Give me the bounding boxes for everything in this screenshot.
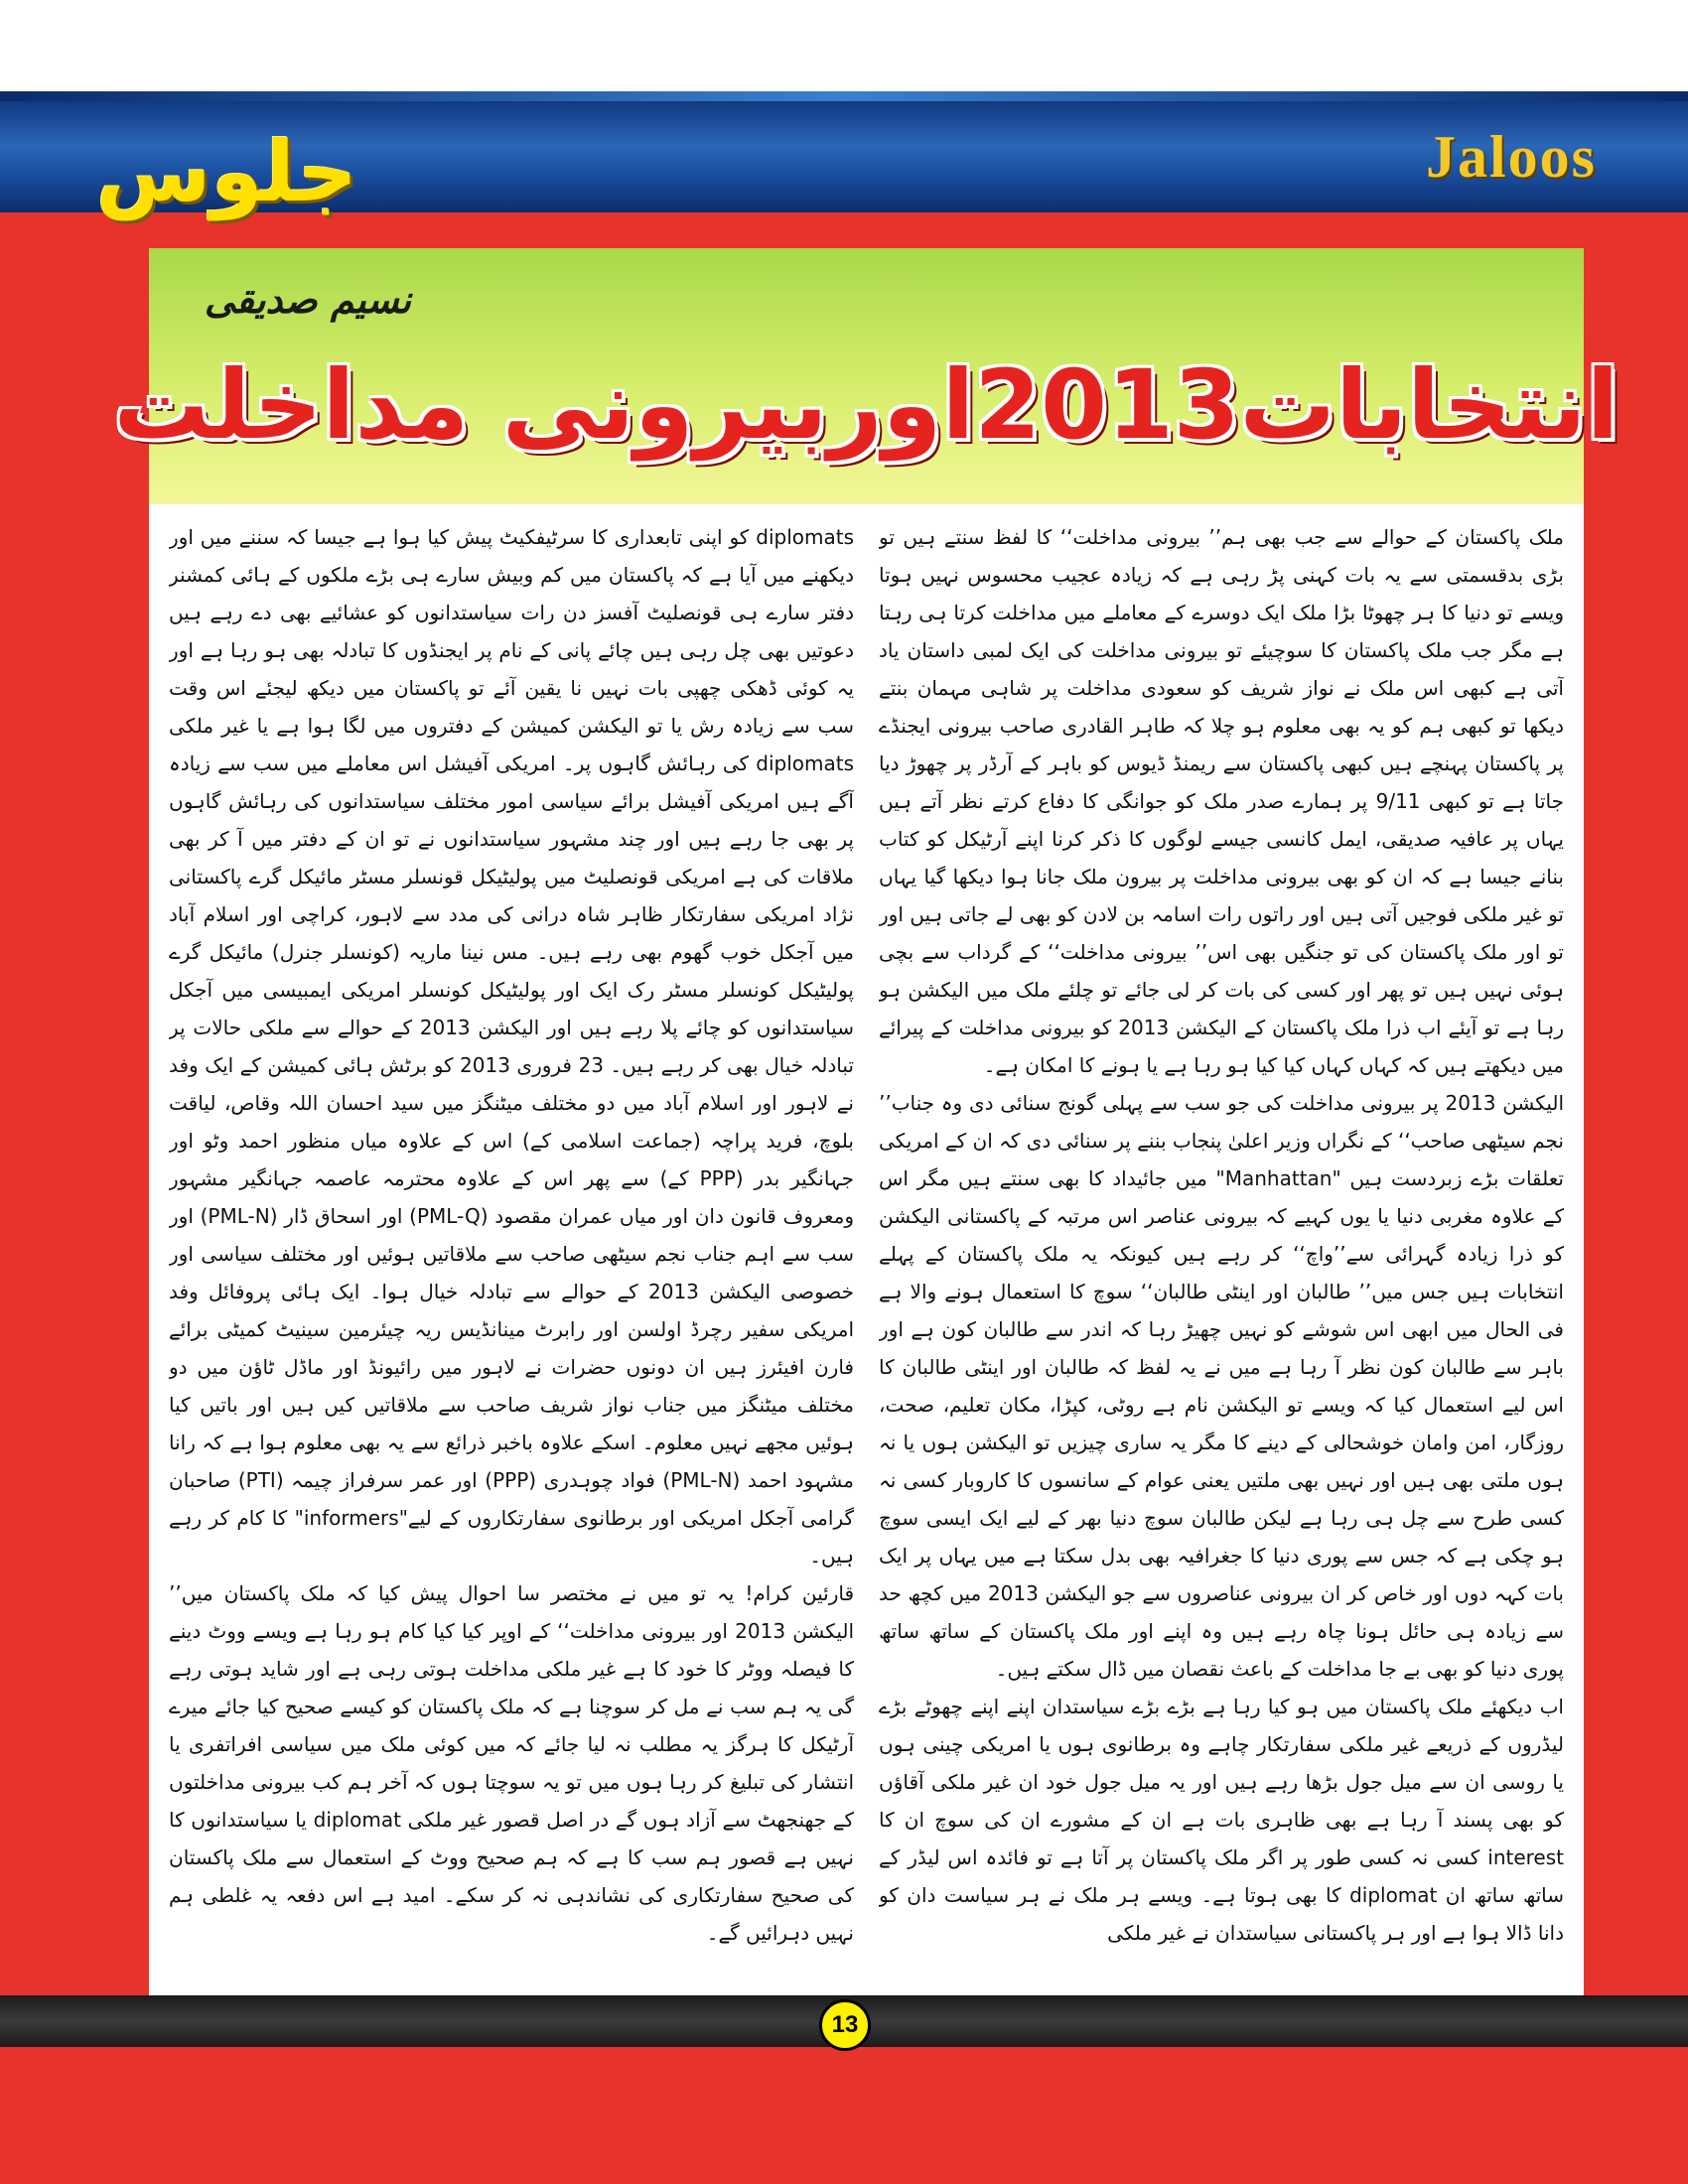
- author-name: نسیم صدیقی: [204, 278, 412, 322]
- paragraph: الیکشن 2013 پر بیرونی مداخلت کی جو سب سے پہلی گونج سنائی دی وہ جناب’’ نجم سیٹھی صاحب‘‘ کے نگراں وزیر اعلیٰ پنجاب بننے پر سنائی دی کہ ان کے امریکی تعلقات بڑے زبردست ہیں "Manhattan" میں جائیداد کا بھی سنتے ہیں مگر اس کے علاوہ مغربی دنیا یا یوں کہیے کہ بیرونی عناصر اس مرتبہ کے پاکستانی الیکشن کو ذرا زیادہ گہرائی سے’’واچ‘‘ کر رہے ہیں کیونکہ یہ ملک پاکستان کے پہلے انتخابات ہیں جس میں’’ طالبان اور اینٹی طالبان‘‘ سوچ کا استعمال ہونے والا ہے فی الحال میں ابھی اس شوشے کو نہیں چھیڑ رہا کہ اندر سے طالبان کون ہے اور باہر سے طالبان کون نظر آ رہا ہے میں نے یہ لفظ کہ طالبان اور اینٹی طالبان کا اس لیے استعمال کیا کہ ویسے تو الیکشن نام ہے روٹی، کپڑا، مکان تعلیم، صحت، روزگار، امن وامان خوشحالی کے دینے کا مگر یہ ساری چیزیں تو الیکشن ہوں یا نہ ہوں ملتی بھی ہیں اور نہیں بھی ملتیں یعنی عوام کے سانسوں کا کاروبار کسی نہ کسی طرح سے چل ہی رہا ہے لیکن طالبان سوچ دنیا بھر کے لیے ایک ایسی سوچ ہو چکی ہے کہ جس سے پوری دنیا کا جغرافیہ بھی بدل سکتا ہے میں یہاں پر ایک بات کہہ دوں اور خاص کر ان بیرونی عناصروں سے جو الیکشن 2013 میں کچھ حد سے زیادہ ہی حائل ہونا چاہ رہے ہیں وہ اپنے اور ملک پاکستان کے ساتھ ساتھ پوری دنیا کو بھی بے جا مداخلت کے باعث نقصان میں ڈال سکتے ہیں۔: [879, 1091, 1564, 1681]
- brand-logo-urdu: جلوس: [95, 123, 357, 220]
- paragraph: قارئین کرام! یہ تو میں نے مختصر سا احوال پیش کیا کہ ملک پاکستان میں’’ الیکشن 2013 اور بیرونی مداخلت‘‘ کے اوپر کیا کیا کام ہو رہا ہے ویسے ووٹ دینے کا فیصلہ ووٹر کا خود کا ہے غیر ملکی مداخلت ہوتی رہی ہے اور شاید ہوتی رہے گی یہ ہم سب نے مل کر سوچنا ہے کہ ملک پاکستان کو کیسے صحیح کیا جائے میرے آرٹیکل کا ہرگز یہ مطلب نہ لیا جائے کہ میں کوئی ملک میں سیاسی افراتفری یا انتشار کی تبلیغ کر رہا ہوں میں تو یہ سوچتا ہوں کہ آخر ہم کب بیرونی مداخلتوں کے جھنجھٹ سے آزاد ہوں گے در اصل قصور غیر ملکی diplomat یا سیاستدانوں کا نہیں ہے قصور ہم سب کا ہے کہ ہم صحیح ووٹ کے استعمال سے ملک پاکستان کی صحیح سفارتکاری کی نشاندہی نہ کر سکے۔ امید ہے اس دفعہ یہ غلطی ہم نہیں دہرائیں گے۔: [169, 1581, 854, 1945]
- page-number-badge: 13: [819, 1999, 871, 2051]
- article-column-right: [879, 518, 1564, 1985]
- title-banner: [113, 248, 1619, 504]
- article-column-left: [169, 518, 854, 1985]
- paragraph: ملک پاکستان کے حوالے سے جب بھی ہم’’ بیرونی مداخلت‘‘ کا لفظ سنتے ہیں تو بڑی بدقسمتی سے یہ بات کہنی پڑ رہی ہے کہ زیادہ عجیب محسوس نہیں ہوتا ویسے تو دنیا کا ہر چھوٹا بڑا ملک ایک دوسرے کے معاملے میں مداخلت کرتا ہی رہتا ہے مگر جب ملک پاکستان کا سوچیئے تو بیرونی مداخلت کی ایک لمبی داستان یاد آتی ہے کبھی اس ملک نے نواز شریف کو سعودی مداخلت پر شاہی مہمان بنتے دیکھا تو کبھی ہم کو یہ بھی معلوم ہو چلا کہ طاہر القادری صاحب بیرونی ایجنڈے پر پاکستان پہنچے ہیں کبھی پاکستان سے ریمنڈ ڈیوس کو باہر کے آرڈر پر چھوڑ دیا جاتا ہے تو کبھی 9/11 پر ہمارے صدر ملک کو جوانگی کا دفاع کرتے نظر آتے ہیں یہاں پر عافیہ صدیقی، ایمل کانسی جیسے لوگوں کا ذکر کرنا اپنے آرٹیکل کو کتاب بنانے جیسا ہے کہ ان کو بھی بیرونی مداخلت پر بیرون ملک جانا ہوا دیکھا گیا یہاں تو غیر ملکی فوجیں آتی ہیں اور راتوں رات اسامہ بن لادن کو بھی لے جاتی ہیں اور تو اور ملک پاکستان کی تو جنگیں بھی اس’’ بیرونی مداخلت‘‘ کے گرداب سے بچی ہوئی نہیں ہیں تو پھر اور کسی کی بات کر لی جائے تو چلئے ملک میں الیکشن ہو رہا ہے تو آیئے اب ذرا ملک پاکستان کے الیکشن 2013 کو بیرونی مداخلت کے پیرائے میں دیکھتے ہیں کہ کہاں کہاں کیا کیا ہو رہا ہے یا ہونے کا امکان ہے۔: [879, 525, 1564, 1077]
- top-white-strip: [0, 0, 1688, 91]
- article-page: [113, 248, 1619, 1995]
- paragraph: اب دیکھئے ملک پاکستان میں ہو کیا رہا ہے بڑے بڑے سیاستدان اپنے اپنے چھوٹے بڑے لیڈروں کے ذریعے غیر ملکی سفارتکار چاہے وہ برطانوی ہوں یا امریکی چینی ہوں یا روسی ان سے میل جول بڑھا رہے ہیں اور یہ میل جول خود ان غیر ملکی آقاؤں کو بھی پسند آ رہا ہے بھی ظاہری بات ہے ان کے مشورے ان کی سوچ ان کا interest کسی نہ کسی طور پر اگر ملک پاکستان پر آتا ہے تو فائدہ اس لیڈر کے ساتھ ساتھ ان diplomat کا بھی ہوتا ہے۔ ویسے ہر ملک نے ہر سیاست دان کو دانا ڈالا ہوا ہے اور ہر پاکستانی سیاستدان نے غیر ملکی: [879, 1695, 1564, 1945]
- brand-logo-latin: Jaloos: [1425, 124, 1597, 190]
- paragraph: diplomats کو اپنی تابعداری کا سرٹیفکیٹ پیش کیا ہوا ہے جیسا کہ سننے میں اور دیکھنے میں آیا ہے کہ پاکستان میں کم وبیش سارے ہی بڑے ملکوں کے ہائی کمشنر دفتر سارے ہی قونصلیٹ آفسز دن رات سیاستدانوں کو عشائیے بھی دے رہے ہیں دعوتیں بھی چل رہی ہیں چائے پانی کے نام پر ایجنڈوں کا تبادلہ بھی ہو رہا ہے اور یہ کوئی ڈھکی چھپی بات نہیں نا یقین آئے تو پاکستان میں دیکھ لیجئے اس وقت سب سے زیادہ رش یا تو الیکشن کمیشن کے دفتروں میں لگا ہوا ہے یا غیر ملکی diplomats کی رہائش گاہوں پر۔ امریکی آفیشل اس معاملے میں سب سے زیادہ آگے ہیں امریکی آفیشل برائے سیاسی امور مختلف سیاستدانوں کی رہائش گاہوں پر بھی جا رہے ہیں اور چند مشہور سیاستدانوں نے تو ان کے دفتر میں آ کر بھی ملاقات کی ہے امریکی قونصلیٹ میں پولیٹیکل قونسلر مسٹر مائیکل گرے پاکستانی نژاد امریکی سفارتکار ظاہر شاہ درانی کی مدد سے لاہور، کراچی اور اسلام آباد میں آجکل خوب گھوم بھی رہے ہیں۔ مس نینا ماریہ (کونسلر جنرل) مائیکل گرے پولیٹیکل کونسلر مسٹر رک ایک اور پولیٹیکل کونسلر امریکی ایمبیسی میں آجکل سیاستدانوں کو چائے پلا رہے ہیں اور الیکشن 2013 کے حوالے سے ملکی حالات پر تبادلہ خیال بھی کر رہے ہیں۔ 23 فروری 2013 کو برٹش ہائی کمیشن کے ایک وفد نے لاہور اور اسلام آباد میں دو مختلف میٹنگز میں سید احسان اللہ وقاص، لیاقت بلوچ، فرید پراچہ (جماعت اسلامی کے) اس کے علاوہ میاں منظور احمد وٹو اور جہانگیر بدر (PPP کے) سے پھر اس کے علاوہ محترمہ عاصمہ جہانگیر مشہور ومعروف قانون دان اور میاں عمران مقصود (PML-Q) اور اسحاق ڈار (PML-N) اور سب سے اہم جناب نجم سیٹھی صاحب سے ملاقاتیں ہوئیں اور مختلف سیاسی اور خصوصی الیکشن 2013 کے حوالے سے تبادلہ خیال ہوا۔ ایک ہائی پروفائل وفد امریکی سفیر رچرڈ اولسن اور رابرٹ مینانڈیس ریہ چیئرمین سینیٹ کمیٹی برائے فارن افیئرز ہیں ان دونوں حضرات نے لاہور میں رائیونڈ اور ماڈل ٹاؤن میں دو مختلف میٹنگز میں جناب نواز شریف صاحب سے ملاقاتیں کیں ہیں اور باتیں کیا ہوئیں مجھے نہیں معلوم۔ اسکے علاوہ باخبر ذرائع سے یہ بھی معلوم ہوا ہے کہ رانا مشہود احمد (PML-N) فواد چوہدری (PPP) اور عمر سرفراز چیمہ (PTI) صاحبان گرامی آجکل امریکی اور برطانوی سفارتکاروں کے لیے"informers" کا کام کر رہے ہیں۔: [169, 525, 854, 1568]
- article-headline: انتخابات2013اوربیرونی مداخلت: [113, 349, 1619, 461]
